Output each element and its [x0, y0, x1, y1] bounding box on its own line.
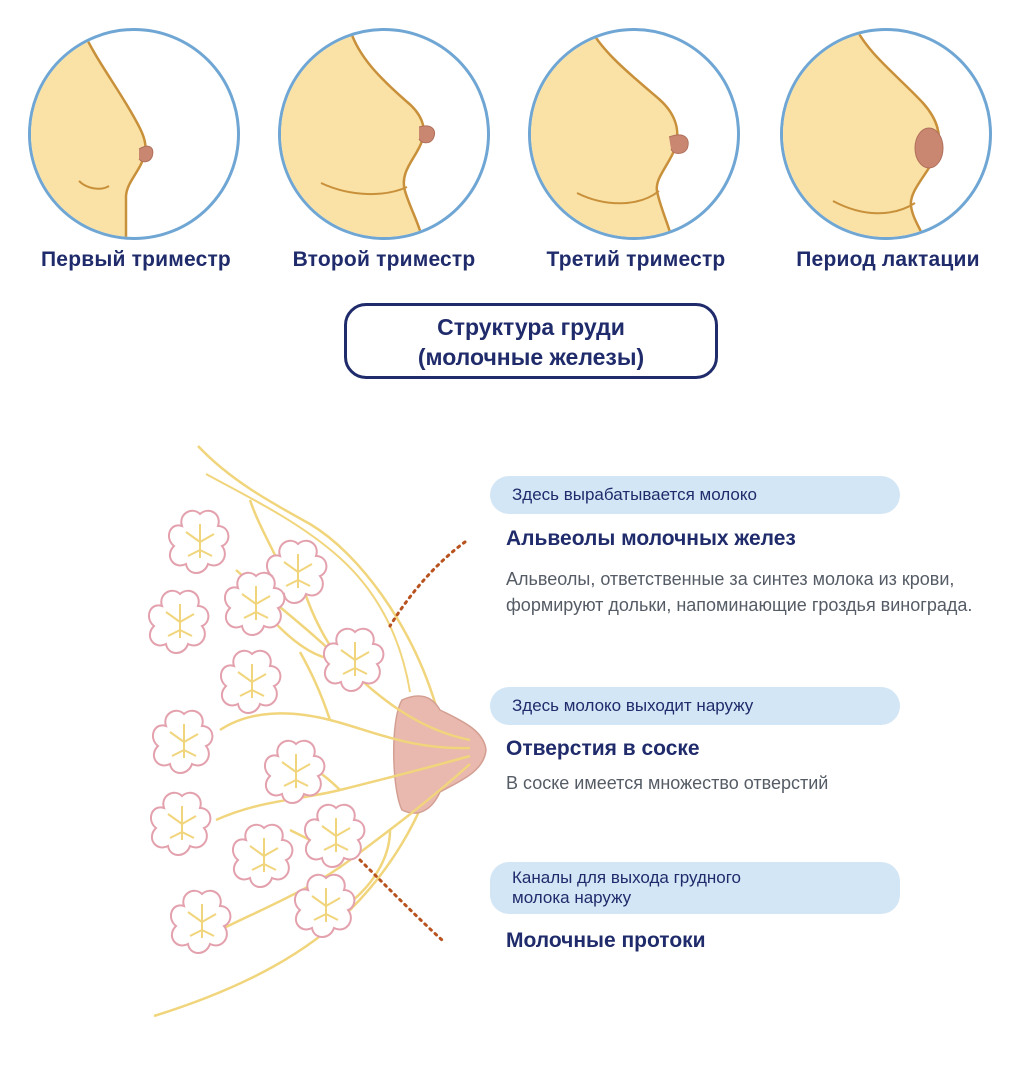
heading-alveoli: Альвеолы молочных желез — [506, 527, 796, 550]
alveoli-lobules — [149, 511, 383, 953]
breast-anatomy-diagram — [140, 430, 500, 1030]
tag-milk-produced-here — [490, 476, 900, 514]
tag-ducts-line2: молока наружу — [512, 888, 632, 907]
tag-milk-produced-text: Здесь вырабатывается молоко — [512, 485, 757, 504]
heading-milk-ducts: Молочные протоки — [506, 929, 706, 952]
stage-label-lactation: Период лактации — [796, 248, 980, 271]
nipple — [394, 696, 486, 813]
section-title-box — [344, 303, 718, 379]
section-title-line1: Структура груди — [437, 314, 625, 340]
breast-stage-2-illustration — [278, 28, 490, 240]
breast-stage-1-illustration — [28, 28, 240, 240]
breast-lactation-illustration — [780, 28, 992, 240]
description-alveoli: Альвеолы, ответственные за синтез молока из крови, формируют дольки, напоминающие гроздья винограда. — [506, 569, 973, 615]
section-title-line2: (молочные железы) — [417, 344, 645, 370]
description-nipple-openings: В соске имеется множество отверстий — [506, 773, 829, 793]
stage-label-second-trimester: Второй триместр — [292, 248, 476, 271]
heading-nipple-openings: Отверстия в соске — [506, 737, 700, 760]
tag-milk-exits-text: Здесь молоко выходит наружу — [512, 696, 754, 715]
stage-label-third-trimester: Третий триместр — [546, 248, 726, 271]
stage-label-first-trimester: Первый триместр — [41, 248, 231, 271]
breast-stage-3-illustration — [528, 28, 740, 240]
tag-milk-exits-here — [490, 687, 900, 725]
tag-ducts — [490, 862, 900, 914]
tag-ducts-line1: Каналы для выхода грудного — [512, 868, 742, 887]
